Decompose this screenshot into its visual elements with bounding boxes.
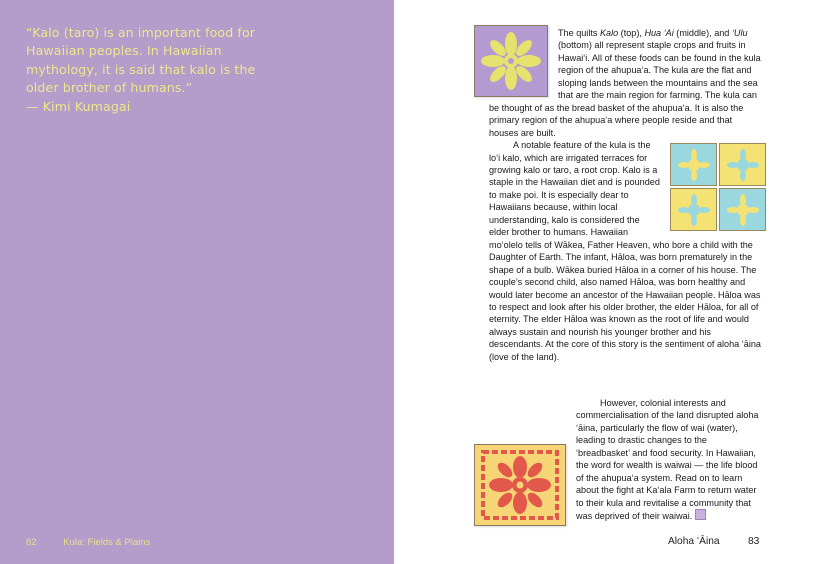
right-running-head: Aloha ʻĀina [668,536,720,547]
left-footer [26,537,150,548]
hua-ai-quilt-panel [670,188,717,231]
hua-ai-quilt-image [670,143,766,231]
right-page [394,0,820,564]
quote-text: “Kalo (taro) is an important food for Hawaiian peoples. In Hawaiian mythology, it is said that kalo is the older brother of humans.” [26,25,256,96]
hua-ai-quilt-panel [719,143,766,186]
kalo-quilt-motif [479,30,543,92]
paragraph-3: However, colonial interests and commercialisation of the land disrupted aloha ʻāina, particularly the flow of wai (water), leading to drastic changes to the ‘breadbasket’ and food security. In Hawaiian, the word for wealth is waiwai — the life blood of the ahupuaʻa system. Read on to learn about the fight at Kaʻala Farm to return water to their kula and revitalise a community that was deprived of their waiwai. [576,398,759,522]
hua-ai-quilt-panel [719,188,766,231]
paragraph-2: A notable feature of the kula is the loʻi kalo, which are irrigated terraces for growing kalo or taro, a root crop. Kalo is a staple in the Hawaiian diet and is pounded to make poi. It is especially dear to Hawaiians because, within local understanding, kalo is considered the elder brother to humans. Hawaiian moʻolelo tells of Wākea, Father Heaven, who bore a child with the Daughter of Earth. The infant, Hāloa, was born prematurely in the shape of a bulb. Wākea buried Hāloa in a corner of his house. The couple’s second child, also named Hāloa, was born healthy and would later become an ancestor of the Hawaiian people. Hāloa was to respect and look after his older brother, the elder Hāloa, for all of eternity. The elder Hāloa was known as the root of life and would always sustain and nourish his younger brother and his descendants. At the core of this story is the sentiment of aloha ʻāina (love of the land). [489,140,761,362]
paragraph-1: The quilts Kalo (top), Hua ʻAi (middle), and ʻUlu (bottom) all represent staple crops and fruits in Hawaiʻi. All of these foods can be found in the kula region of the ahupuaʻa. The kula are the flat and sloping lands between the mountains and the sea that are the main region for farming. The kula can be thought of as the bread basket of the ahupuaʻa. It is also the primary region of the ahupuaʻa where people reside and that houses are built. [489,28,761,138]
right-page-number: 83 [748,536,760,547]
kalo-quilt-image [474,25,548,97]
body-text-bottom [489,397,761,526]
left-running-head: Kula: Fields & Plains [63,537,151,548]
end-of-chapter-icon [695,509,706,520]
body-text [489,27,761,363]
hua-ai-quilt-panel [670,143,717,186]
ulu-quilt-motif [480,449,560,521]
ulu-quilt-image [474,444,566,526]
left-page-number: 82 [26,537,37,548]
quote-attribution: — Kimi Kumagai [26,98,131,114]
left-page [0,0,394,564]
pull-quote [26,24,276,116]
